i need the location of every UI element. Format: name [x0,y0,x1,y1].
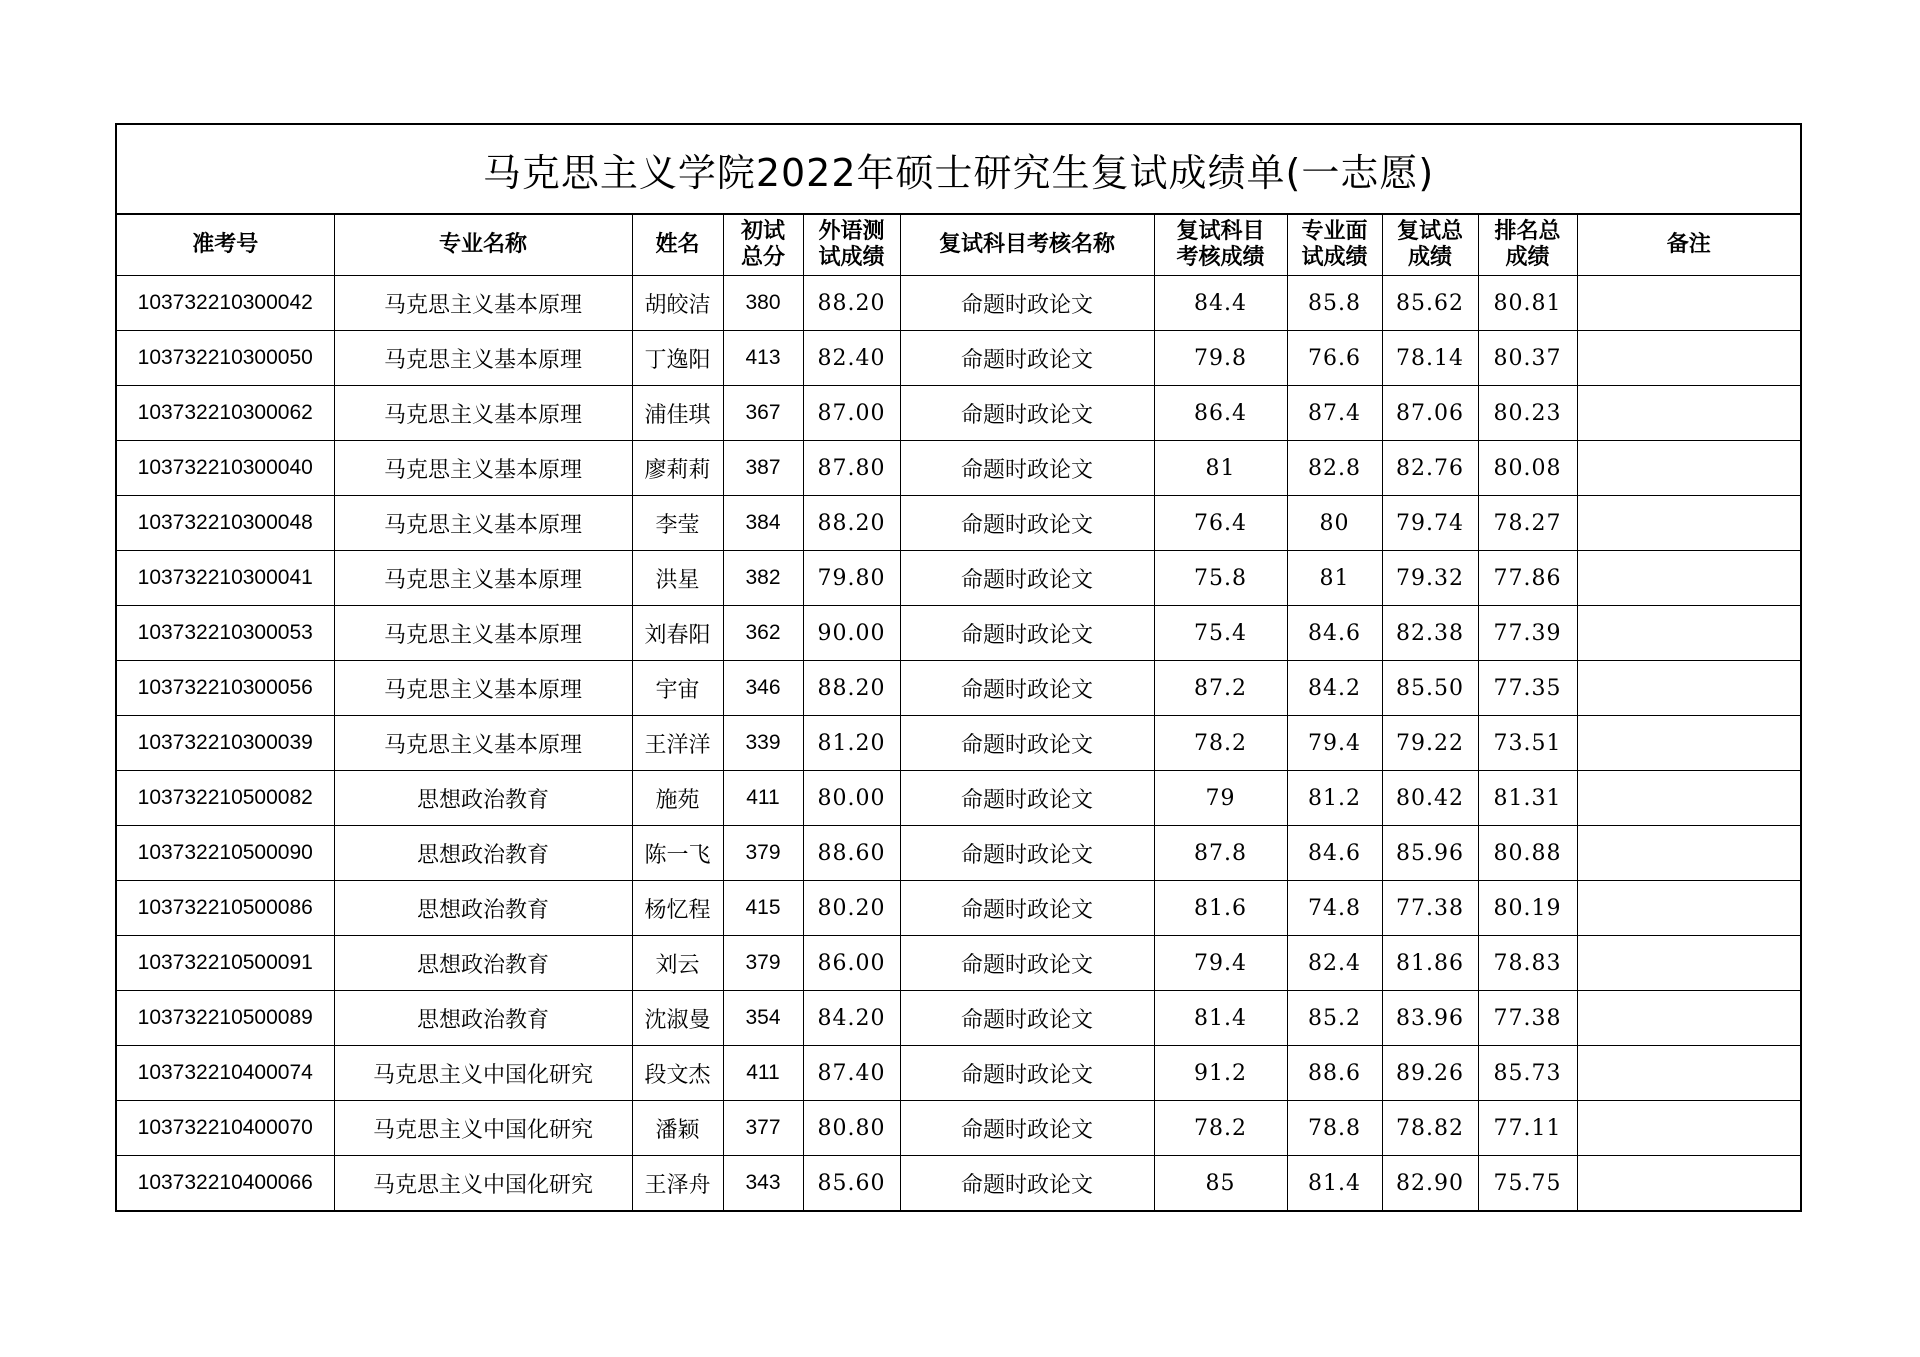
cell-interview: 87.4 [1287,386,1382,441]
cell-foreign: 79.80 [803,551,900,606]
cell-id: 103732210400066 [117,1156,334,1211]
cell-subject: 命题时政论文 [900,936,1154,991]
table-header [117,215,1800,276]
cell-major: 马克思主义基本原理 [334,496,632,551]
cell-note [1577,386,1800,441]
column-header-rank [1478,215,1577,276]
table-row [117,606,1800,661]
cell-note [1577,991,1800,1046]
cell-prelim: 379 [723,826,803,881]
cell-interview: 81 [1287,551,1382,606]
cell-retest: 89.26 [1382,1046,1478,1101]
cell-prelim: 384 [723,496,803,551]
cell-foreign: 81.20 [803,716,900,771]
column-header-subject [900,215,1154,276]
cell-prelim: 346 [723,661,803,716]
cell-prelim: 343 [723,1156,803,1211]
cell-major: 马克思主义基本原理 [334,661,632,716]
cell-prelim: 415 [723,881,803,936]
cell-foreign: 88.20 [803,496,900,551]
cell-note [1577,771,1800,826]
cell-foreign: 82.40 [803,331,900,386]
cell-subjscore: 86.4 [1154,386,1287,441]
cell-name: 陈一飞 [632,826,723,881]
cell-rank: 81.31 [1478,771,1577,826]
column-header-line: 初试 [740,219,785,244]
column-header-line: 考核成绩 [1176,245,1265,270]
cell-foreign: 87.80 [803,441,900,496]
cell-id: 103732210300056 [117,661,334,716]
cell-id: 103732210300062 [117,386,334,441]
cell-note [1577,661,1800,716]
table-row [117,826,1800,881]
cell-subject: 命题时政论文 [900,661,1154,716]
cell-id: 103732210300041 [117,551,334,606]
cell-major: 马克思主义中国化研究 [334,1156,632,1211]
column-header-id [117,215,334,276]
cell-prelim: 411 [723,771,803,826]
column-header-line: 准考号 [192,232,259,257]
cell-name: 宇宙 [632,661,723,716]
cell-major: 思想政治教育 [334,936,632,991]
cell-id: 103732210400070 [117,1101,334,1156]
cell-subject: 命题时政论文 [900,606,1154,661]
cell-prelim: 377 [723,1101,803,1156]
table-row [117,331,1800,386]
cell-name: 王洋洋 [632,716,723,771]
column-header-line: 成绩 [1407,245,1452,270]
cell-retest: 78.14 [1382,331,1478,386]
column-header-line: 专业面 [1301,219,1368,244]
cell-note [1577,716,1800,771]
column-header-name [632,215,723,276]
cell-retest: 87.06 [1382,386,1478,441]
cell-prelim: 380 [723,276,803,331]
cell-name: 胡皎洁 [632,276,723,331]
cell-prelim: 379 [723,936,803,991]
cell-foreign: 80.80 [803,1101,900,1156]
cell-interview: 76.6 [1287,331,1382,386]
cell-foreign: 84.20 [803,991,900,1046]
cell-subject: 命题时政论文 [900,551,1154,606]
cell-prelim: 354 [723,991,803,1046]
cell-rank: 80.23 [1478,386,1577,441]
cell-major: 马克思主义中国化研究 [334,1046,632,1101]
column-header-note [1577,215,1800,276]
cell-rank: 80.08 [1478,441,1577,496]
cell-subject: 命题时政论文 [900,276,1154,331]
cell-subjscore: 87.2 [1154,661,1287,716]
table-row [117,1156,1800,1211]
table-row [117,716,1800,771]
cell-rank: 75.75 [1478,1156,1577,1211]
cell-name: 王泽舟 [632,1156,723,1211]
cell-subjscore: 75.4 [1154,606,1287,661]
cell-name: 段文杰 [632,1046,723,1101]
cell-id: 103732210400074 [117,1046,334,1101]
cell-foreign: 88.20 [803,276,900,331]
column-header-line: 试成绩 [1301,245,1368,270]
cell-name: 杨忆程 [632,881,723,936]
cell-retest: 85.62 [1382,276,1478,331]
cell-note [1577,441,1800,496]
column-header-line: 专业名称 [438,232,527,257]
cell-subject: 命题时政论文 [900,496,1154,551]
cell-retest: 79.32 [1382,551,1478,606]
cell-interview: 78.8 [1287,1101,1382,1156]
cell-rank: 77.86 [1478,551,1577,606]
table-row [117,771,1800,826]
table-row [117,496,1800,551]
column-header-line: 试成绩 [818,245,885,270]
column-header-foreign [803,215,900,276]
cell-foreign: 86.00 [803,936,900,991]
cell-prelim: 411 [723,1046,803,1101]
column-header-line: 外语测 [818,219,885,244]
cell-subjscore: 91.2 [1154,1046,1287,1101]
cell-id: 103732210300053 [117,606,334,661]
cell-subjscore: 79.8 [1154,331,1287,386]
cell-note [1577,1046,1800,1101]
cell-name: 洪星 [632,551,723,606]
cell-retest: 80.42 [1382,771,1478,826]
cell-prelim: 367 [723,386,803,441]
cell-interview: 84.2 [1287,661,1382,716]
cell-subject: 命题时政论文 [900,771,1154,826]
column-header-line: 排名总 [1494,219,1561,244]
cell-major: 马克思主义基本原理 [334,331,632,386]
table-row [117,661,1800,716]
cell-note [1577,1101,1800,1156]
cell-id: 103732210500086 [117,881,334,936]
cell-major: 马克思主义基本原理 [334,276,632,331]
cell-subjscore: 81 [1154,441,1287,496]
cell-rank: 77.35 [1478,661,1577,716]
cell-name: 廖莉莉 [632,441,723,496]
cell-major: 马克思主义中国化研究 [334,1101,632,1156]
cell-subjscore: 79.4 [1154,936,1287,991]
cell-retest: 77.38 [1382,881,1478,936]
cell-note [1577,826,1800,881]
cell-interview: 84.6 [1287,606,1382,661]
table-row [117,551,1800,606]
cell-note [1577,551,1800,606]
cell-foreign: 90.00 [803,606,900,661]
cell-interview: 84.6 [1287,826,1382,881]
cell-rank: 77.39 [1478,606,1577,661]
cell-foreign: 88.60 [803,826,900,881]
column-header-prelim [723,215,803,276]
cell-subjscore: 76.4 [1154,496,1287,551]
cell-interview: 81.4 [1287,1156,1382,1211]
column-header-line: 备注 [1666,232,1711,257]
cell-major: 马克思主义基本原理 [334,606,632,661]
cell-foreign: 80.20 [803,881,900,936]
cell-name: 刘春阳 [632,606,723,661]
cell-note [1577,496,1800,551]
cell-subject: 命题时政论文 [900,716,1154,771]
cell-interview: 88.6 [1287,1046,1382,1101]
cell-note [1577,936,1800,991]
column-header-retest [1382,215,1478,276]
cell-major: 思想政治教育 [334,771,632,826]
column-header-line: 成绩 [1505,245,1550,270]
column-header-line: 姓名 [655,232,700,257]
cell-note [1577,276,1800,331]
cell-subject: 命题时政论文 [900,991,1154,1046]
table-row [117,1101,1800,1156]
table-row [117,1046,1800,1101]
column-header-line: 总分 [740,245,785,270]
cell-major: 马克思主义基本原理 [334,386,632,441]
cell-subject: 命题时政论文 [900,331,1154,386]
cell-id: 103732210300048 [117,496,334,551]
cell-foreign: 87.40 [803,1046,900,1101]
table-row [117,991,1800,1046]
cell-retest: 85.96 [1382,826,1478,881]
cell-major: 马克思主义基本原理 [334,716,632,771]
cell-subjscore: 78.2 [1154,716,1287,771]
cell-subjscore: 81.6 [1154,881,1287,936]
cell-retest: 79.74 [1382,496,1478,551]
cell-id: 103732210500091 [117,936,334,991]
cell-major: 思想政治教育 [334,826,632,881]
cell-interview: 82.8 [1287,441,1382,496]
column-header-line: 复试科目 [1176,219,1265,244]
table-row [117,276,1800,331]
table-row [117,936,1800,991]
cell-id: 103732210500090 [117,826,334,881]
cell-subject: 命题时政论文 [900,881,1154,936]
cell-rank: 78.27 [1478,496,1577,551]
cell-id: 103732210300042 [117,276,334,331]
cell-rank: 80.81 [1478,276,1577,331]
cell-subjscore: 85 [1154,1156,1287,1211]
document-title: 马克思主义学院2022年硕士研究生复试成绩单(一志愿) [117,125,1800,215]
cell-rank: 80.88 [1478,826,1577,881]
cell-retest: 85.50 [1382,661,1478,716]
cell-subjscore: 75.8 [1154,551,1287,606]
cell-name: 李莹 [632,496,723,551]
cell-id: 103732210300050 [117,331,334,386]
cell-retest: 78.82 [1382,1101,1478,1156]
column-header-major [334,215,632,276]
cell-prelim: 387 [723,441,803,496]
cell-prelim: 413 [723,331,803,386]
cell-name: 刘云 [632,936,723,991]
cell-foreign: 88.20 [803,661,900,716]
cell-rank: 78.83 [1478,936,1577,991]
cell-name: 潘颖 [632,1101,723,1156]
cell-note [1577,881,1800,936]
cell-prelim: 339 [723,716,803,771]
cell-retest: 79.22 [1382,716,1478,771]
cell-rank: 77.38 [1478,991,1577,1046]
cell-retest: 82.76 [1382,441,1478,496]
cell-subjscore: 87.8 [1154,826,1287,881]
cell-subject: 命题时政论文 [900,386,1154,441]
cell-rank: 73.51 [1478,716,1577,771]
cell-interview: 85.8 [1287,276,1382,331]
cell-major: 思想政治教育 [334,881,632,936]
table-row [117,881,1800,936]
cell-major: 马克思主义基本原理 [334,441,632,496]
cell-foreign: 85.60 [803,1156,900,1211]
cell-name: 浦佳琪 [632,386,723,441]
cell-interview: 82.4 [1287,936,1382,991]
cell-name: 沈淑曼 [632,991,723,1046]
column-header-interview [1287,215,1382,276]
cell-prelim: 362 [723,606,803,661]
cell-interview: 80 [1287,496,1382,551]
score-sheet [115,123,1802,1212]
cell-rank: 77.11 [1478,1101,1577,1156]
cell-id: 103732210300039 [117,716,334,771]
cell-subject: 命题时政论文 [900,826,1154,881]
cell-id: 103732210500082 [117,771,334,826]
cell-name: 施苑 [632,771,723,826]
table-row [117,441,1800,496]
cell-rank: 80.19 [1478,881,1577,936]
cell-subject: 命题时政论文 [900,1156,1154,1211]
cell-subjscore: 81.4 [1154,991,1287,1046]
cell-interview: 81.2 [1287,771,1382,826]
cell-interview: 85.2 [1287,991,1382,1046]
cell-subjscore: 79 [1154,771,1287,826]
table-body [117,276,1800,1211]
score-table [117,215,1800,1210]
column-header-line: 复试总 [1396,219,1463,244]
cell-interview: 74.8 [1287,881,1382,936]
cell-foreign: 87.00 [803,386,900,441]
header-row [117,215,1800,276]
cell-id: 103732210500089 [117,991,334,1046]
cell-major: 马克思主义基本原理 [334,551,632,606]
cell-prelim: 382 [723,551,803,606]
cell-rank: 80.37 [1478,331,1577,386]
cell-note [1577,606,1800,661]
cell-retest: 82.38 [1382,606,1478,661]
cell-subject: 命题时政论文 [900,1101,1154,1156]
cell-retest: 83.96 [1382,991,1478,1046]
table-row [117,386,1800,441]
cell-id: 103732210300040 [117,441,334,496]
cell-interview: 79.4 [1287,716,1382,771]
column-header-line: 复试科目考核名称 [938,232,1115,257]
cell-retest: 81.86 [1382,936,1478,991]
cell-subjscore: 84.4 [1154,276,1287,331]
cell-subjscore: 78.2 [1154,1101,1287,1156]
cell-name: 丁逸阳 [632,331,723,386]
column-header-subjscore [1154,215,1287,276]
cell-note [1577,331,1800,386]
cell-rank: 85.73 [1478,1046,1577,1101]
cell-note [1577,1156,1800,1211]
cell-foreign: 80.00 [803,771,900,826]
cell-major: 思想政治教育 [334,991,632,1046]
cell-subject: 命题时政论文 [900,441,1154,496]
cell-subject: 命题时政论文 [900,1046,1154,1101]
cell-retest: 82.90 [1382,1156,1478,1211]
